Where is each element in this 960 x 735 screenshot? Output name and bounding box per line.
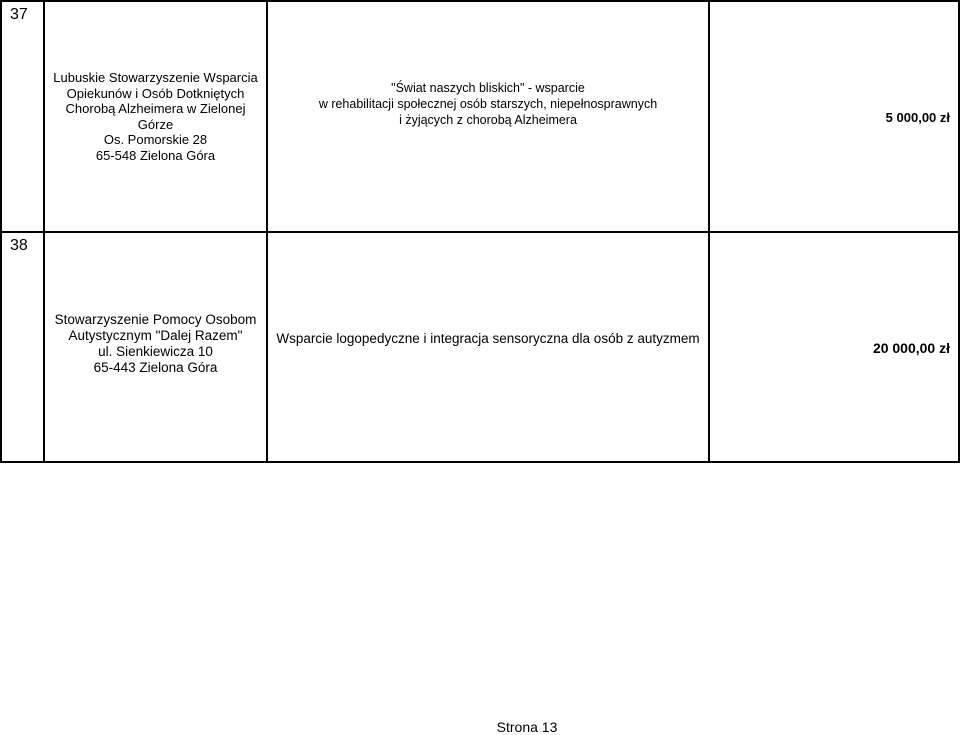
task-cell bbox=[266, 231, 708, 463]
row-number: 38 bbox=[10, 237, 28, 254]
page-number: Strona 13 bbox=[496, 719, 558, 735]
task-title: Wsparcie logopedyczne i integracja sensoryczna dla osób z autyzmem bbox=[276, 331, 700, 346]
grant-amount: 20 000,00 zł bbox=[872, 340, 950, 356]
row-number: 37 bbox=[10, 6, 28, 23]
table-row bbox=[0, 0, 960, 231]
organization-name: Stowarzyszenie Pomocy Osobom Autystycznym "Dalej Razem" ul. Sienkiewicza 10 65-443 Zielona Góra bbox=[54, 312, 257, 375]
amount-cell bbox=[708, 0, 960, 231]
row-number-cell bbox=[0, 231, 43, 463]
organization-cell bbox=[43, 231, 266, 463]
table-row bbox=[0, 231, 960, 463]
amount-cell bbox=[708, 231, 960, 463]
task-cell bbox=[266, 0, 708, 231]
row-number-cell bbox=[0, 0, 43, 231]
task-title: "Świat naszych bliskich" - wsparcie w rehabilitacji społecznej osób starszych, niepełnosprawnych i żyjących z chorobą Alzheimera bbox=[318, 81, 658, 127]
grant-amount: 5 000,00 zł bbox=[885, 110, 950, 125]
organization-cell bbox=[43, 0, 266, 231]
organization-name: Lubuskie Stowarzyszenie Wsparcia Opiekunów i Osób Dotkniętych Chorobą Alzheimera w Zielonej Górze Os. Pomorskie 28 65-548 Zielona Góra bbox=[53, 70, 258, 163]
